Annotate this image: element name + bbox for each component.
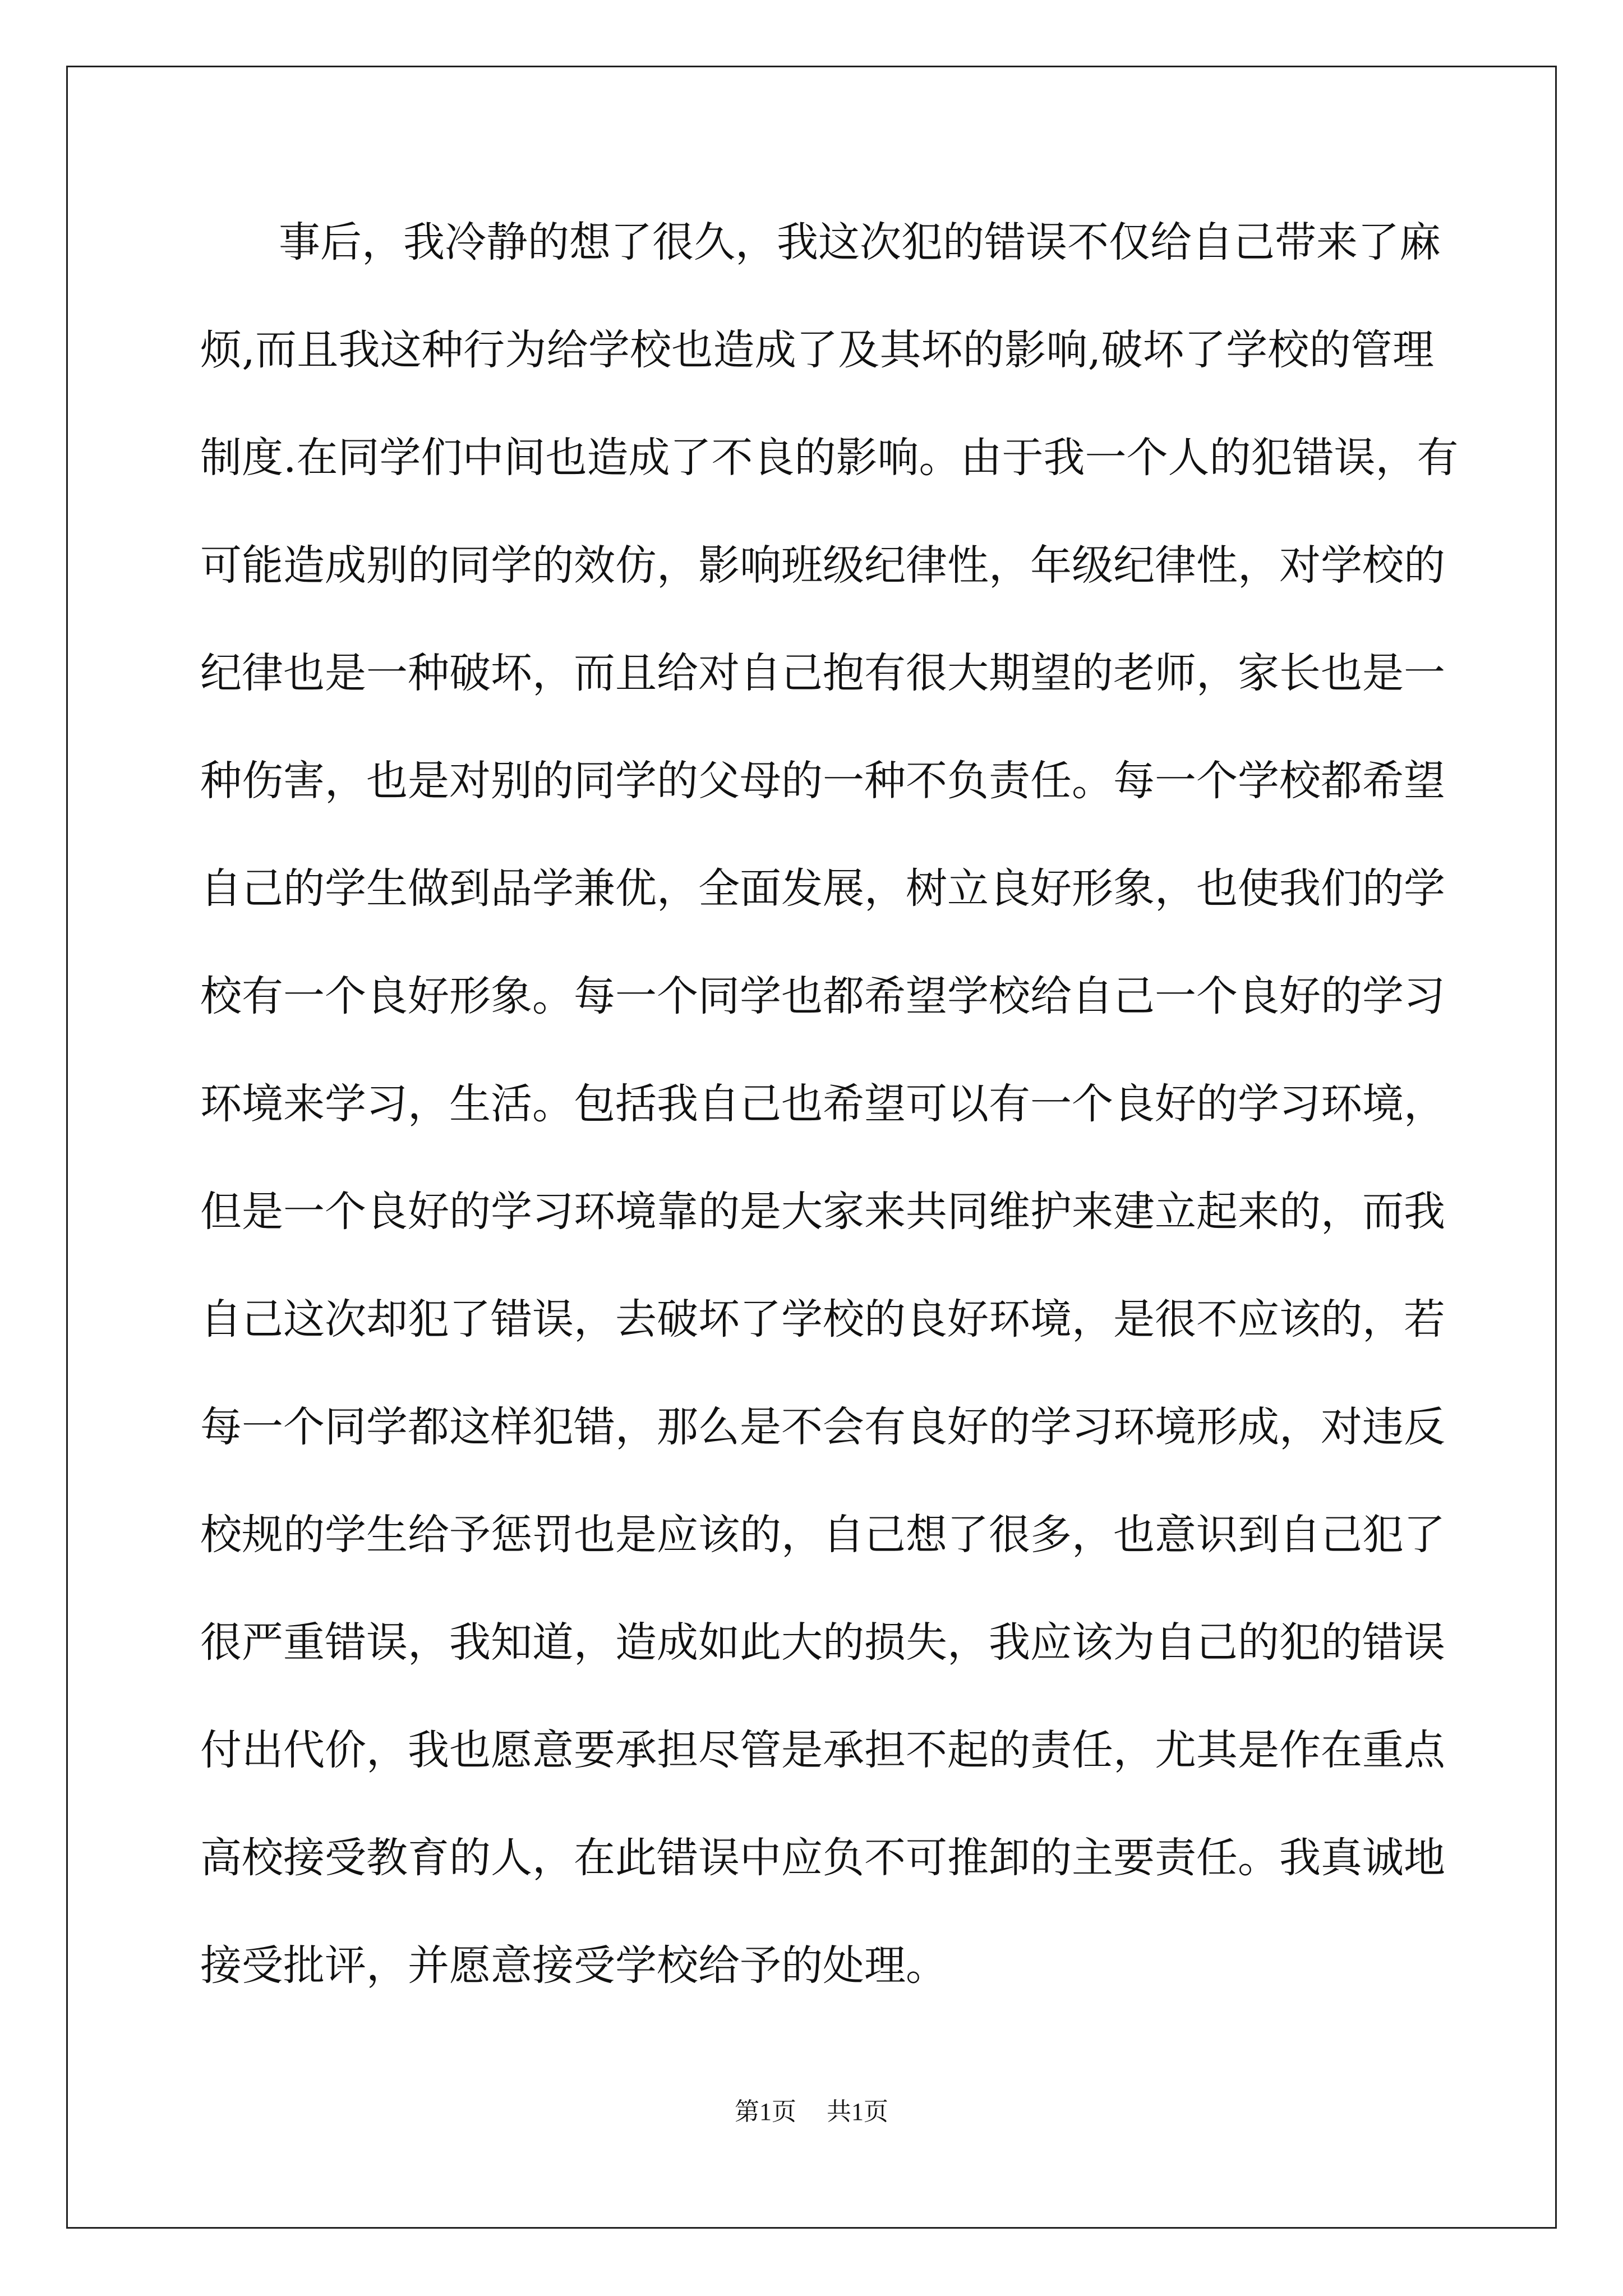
paragraph-line: 校有一个良好形象。每一个同学也都希望学校给自己一个良好的学习: [200, 972, 1445, 1020]
paragraph-line: 可能造成别的同学的效仿，影响班级纪律性，年级纪律性，对学校的: [200, 541, 1445, 590]
paragraph-line: 制度.在同学们中间也造成了不良的影响。由于我一个人的犯错误，有: [200, 434, 1459, 482]
page-number-total: 共1页: [827, 2098, 888, 2125]
paragraph-line: 自己这次却犯了错误，去破坏了学校的良好环境，是很不应该的，若: [200, 1295, 1445, 1343]
page-number-current: 第1页: [735, 2098, 796, 2125]
paragraph-line: 自己的学生做到品学兼优，全面发展，树立良好形象，也使我们的学: [200, 864, 1445, 913]
paragraph-line: 纪律也是一种破坏，而且给对自己抱有很大期望的老师，家长也是一: [200, 649, 1445, 697]
paragraph-line: 接受批评，并愿意接受学校给予的处理。: [200, 1941, 947, 1990]
document-body: [200, 209, 1459, 2040]
paragraph-line: 事后，我冷静的想了很久，我这次犯的错误不仅给自己带来了麻: [279, 218, 1441, 266]
paragraph-line: 高校接受教育的人，在此错误中应负不可推卸的主要责任。我真诚地: [200, 1834, 1445, 1882]
paragraph-line: 环境来学习，生活。包括我自己也希望可以有一个良好的学习环境，: [200, 1080, 1445, 1128]
paragraph-line: 种伤害，也是对别的同学的父母的一种不负责任。每一个学校都希望: [200, 757, 1445, 805]
paragraph-line: 但是一个良好的学习环境靠的是大家来共同维护来建立起来的，而我: [200, 1188, 1445, 1236]
paragraph-line: 烦,而且我这种行为给学校也造成了及其坏的影响,破坏了学校的管理: [200, 326, 1434, 374]
page-footer: [0, 2095, 1623, 2129]
paragraph-line: 很严重错误，我知道，造成如此大的损失，我应该为自己的犯的错误: [200, 1618, 1445, 1667]
paragraph-line: 每一个同学都这样犯错，那么是不会有良好的学习环境形成，对违反: [200, 1403, 1445, 1451]
paragraph-line: 付出代价，我也愿意要承担尽管是承担不起的责任，尤其是作在重点: [200, 1726, 1445, 1774]
paragraph-line: 校规的学生给予惩罚也是应该的，自己想了很多，也意识到自己犯了: [200, 1511, 1445, 1559]
